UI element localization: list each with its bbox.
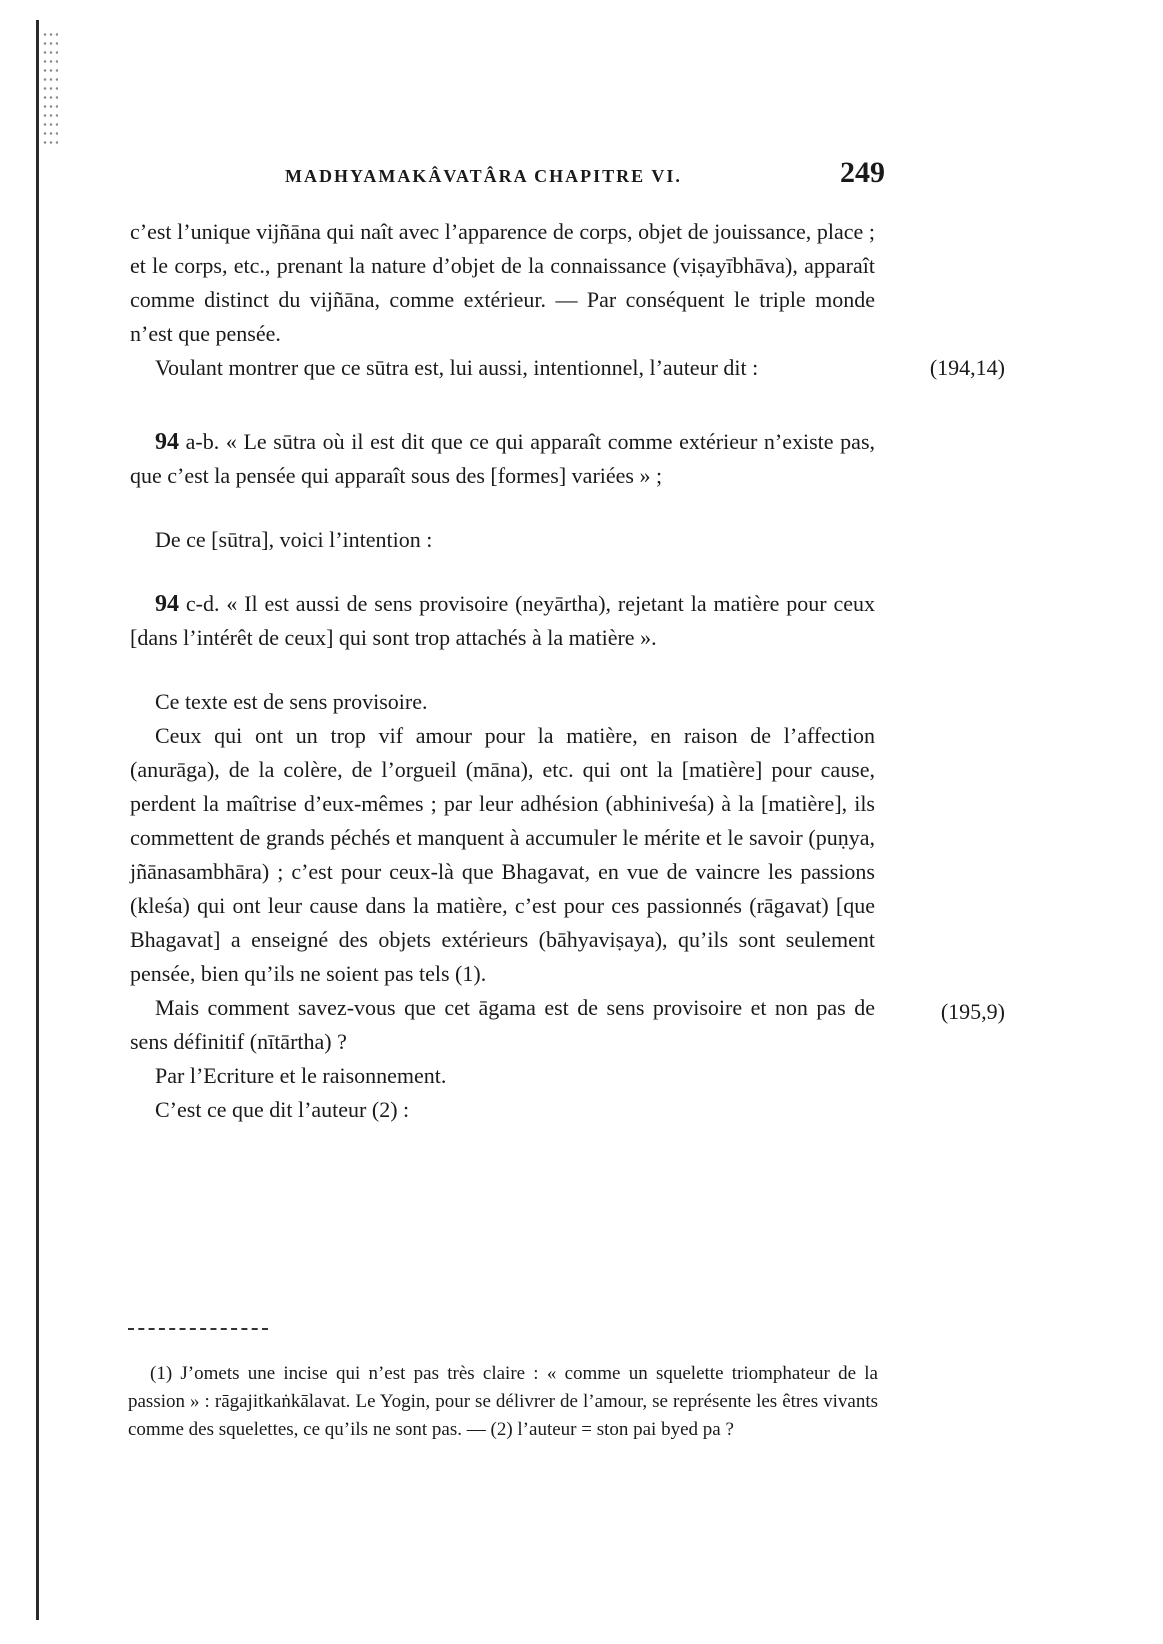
- paragraph-continuation: c’est l’unique vijñāna qui naît avec l’apparence de corps, objet de jouissance, place ; et le corps, etc., prenant la nature d’objet de la connaissance (viṣayībhāva), apparaît comme distinct du vijñāna, comme extérieur. — Par conséquent le triple monde n’est que pensée.: [130, 219, 875, 346]
- page-header: [285, 156, 885, 194]
- verse-94cd: [130, 587, 875, 655]
- paragraph-intro-verse: [130, 351, 1005, 385]
- page-binding-edge: [36, 20, 39, 1620]
- verse-number: 94: [155, 429, 179, 455]
- footnotes: [128, 1360, 878, 1444]
- margin-reference-1: (194,14): [929, 355, 1005, 380]
- paragraph-author-says: C’est ce que dit l’auteur (2) :: [155, 1097, 410, 1122]
- paragraph-intro-text: Voulant montrer que ce sūtra est, lui aussi, intentionnel, l’auteur dit :: [155, 355, 759, 380]
- footnote-separator: [128, 1328, 268, 1330]
- verse-number: 94: [155, 591, 179, 617]
- paragraph-question: [130, 991, 1005, 1059]
- footnote-text: (1) J’omets une incise qui n’est pas très claire : « comme un squelette triomphateur de la passion » : rāgajitkaṅkālavat. Le Yogin, pour se délivrer de l’amour, se représente les êtres vivants comme des squelettes, ce qu’ils ne sont pas. — (2) l’auteur = ston pai byed pa ?: [128, 1363, 878, 1440]
- paragraph-explanation: Ceux qui ont un trop vif amour pour la matière, en raison de l’affection (anurāga), de la colère, de l’orgueil (māna), etc. qui ont la [matière] pour cause, perdent la maîtrise d’eux-mêmes ; par leur adhésion (abhiniveśa) à la [matière], ils commettent de grands péchés et manquent à accumuler le mérite et le savoir (puṇya, jñānasambhāra) ; c’est pour ceux-là que Bhagavat, en vue de vaincre les passions (kleśa) qui ont leur cause dans la matière, c’est pour ces passionnés (rāgavat) [que Bhagavat] a enseigné des objets extérieurs (bāhyaviṣaya), qu’ils sont seulement pensée, bien qu’ils ne soient pas tels (1).: [130, 723, 875, 986]
- binding-speckle: [42, 30, 58, 150]
- paragraph-question-text: Mais comment savez-vous que cet āgama est de sens provisoire et non pas de sens définitif (nītārtha) ?: [130, 995, 875, 1054]
- running-title: MADHYAMAKÂVATÂRA CHAPITRE VI.: [285, 166, 682, 186]
- margin-reference-2: (195,9): [940, 999, 1005, 1024]
- paragraph-intention: De ce [sūtra], voici l’intention :: [155, 527, 433, 552]
- main-text: [130, 215, 1005, 1127]
- paragraph-provisional: Ce texte est de sens provisoire.: [155, 689, 428, 714]
- verse-text: a-b. « Le sūtra où il est dit que ce qui apparaît comme extérieur n’existe pas, que c’est la pensée qui apparaît sous des [formes] variées » ;: [130, 429, 876, 488]
- verse-text: c-d. « Il est aussi de sens provisoire (neyārtha), rejetant la matière pour ceux [dans l’intérêt de ceux] qui sont trop attachés à la matière ».: [130, 591, 876, 650]
- verse-94ab: [130, 425, 875, 493]
- paragraph-answer: Par l’Ecriture et le raisonnement.: [155, 1063, 447, 1088]
- page-number: 249: [840, 156, 885, 189]
